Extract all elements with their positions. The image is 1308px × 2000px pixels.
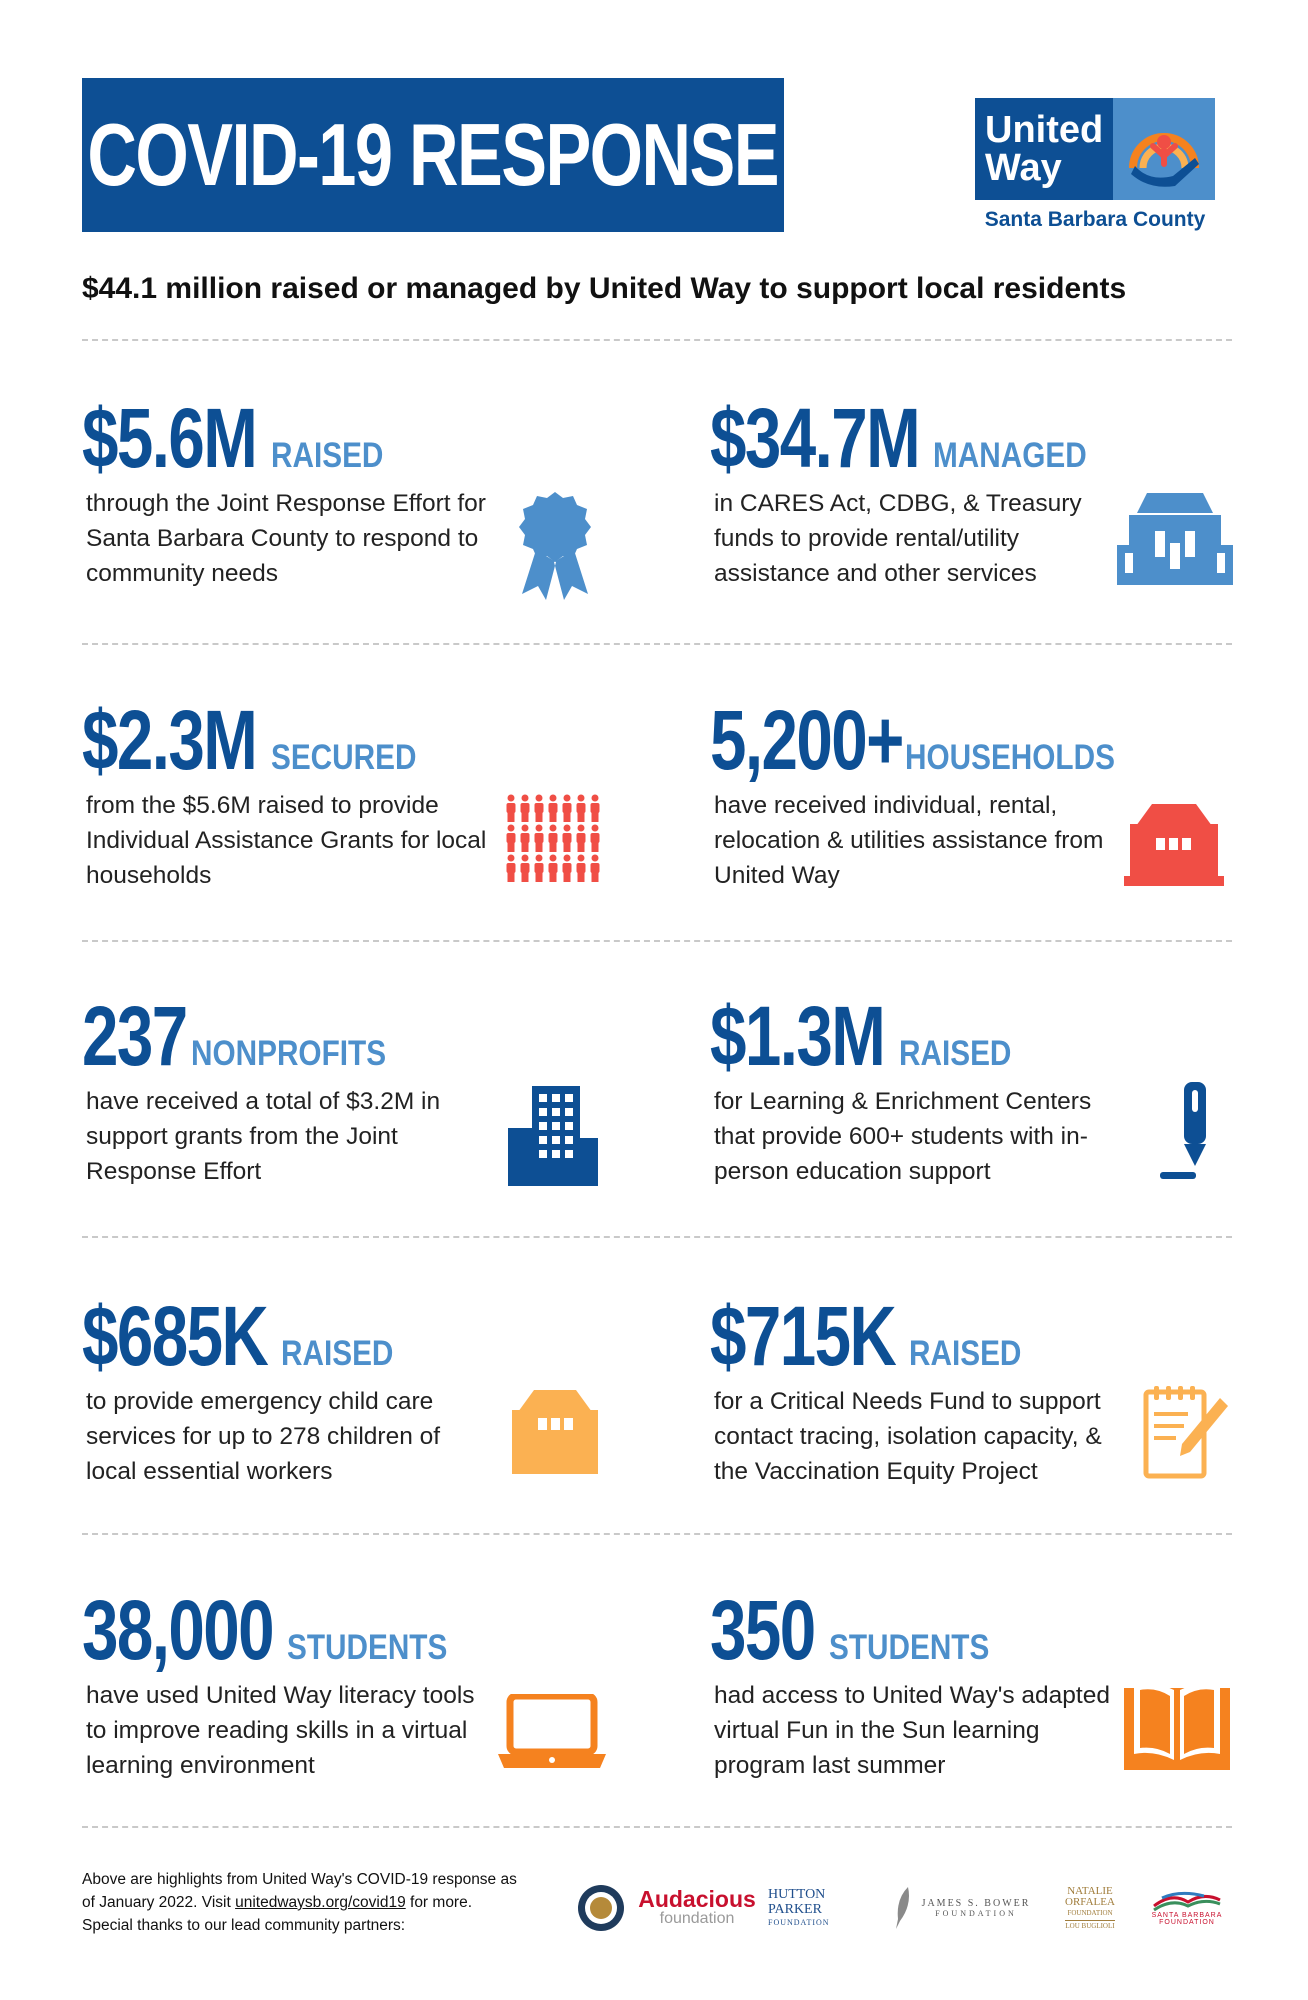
childcare-building-icon: [508, 1390, 602, 1478]
stat-description: had access to United Way's adapted virtual Fun in the Sun learning program last summer: [714, 1682, 1110, 1779]
person-figure: [521, 825, 530, 853]
bower-line2: FOUNDATION: [935, 1909, 1017, 1918]
stat-value: $1.3M: [710, 989, 885, 1083]
person-figure: [549, 825, 558, 853]
person-figure: [535, 825, 544, 853]
stat-label: HOUSEHOLDS: [905, 738, 1116, 777]
stat-description: in CARES Act, CDBG, & Treasury funds to provide rental/utility assistance and other services: [714, 490, 1082, 587]
house-icon: [1124, 804, 1224, 890]
covid19-link[interactable]: unitedwaysb.org/covid19: [235, 1894, 406, 1911]
county-seal-icon: [576, 1883, 626, 1933]
audacious-name: Audacious: [638, 1886, 756, 1912]
stat-cares-managed: [710, 390, 1270, 620]
notepad-pencil-icon: [1142, 1384, 1230, 1484]
orfalea-line4: LOU BUGLIOLI: [1065, 1921, 1115, 1930]
person-figure: [507, 855, 516, 883]
hutton-parker-foundation-logo[interactable]: [768, 1880, 858, 1936]
person-figure: [591, 795, 600, 823]
stat-value: $2.3M: [82, 693, 257, 787]
sbf-line2: FOUNDATION: [1159, 1919, 1215, 1926]
stat-child-care: [82, 1288, 642, 1518]
stat-description: have used United Way literacy tools to improve reading skills in a virtual learning environment: [86, 1682, 475, 1779]
person-figure: [577, 855, 586, 883]
orfalea-foundation-logo[interactable]: [1050, 1880, 1130, 1936]
divider: [82, 339, 1232, 341]
stat-individual-grants: [82, 692, 642, 922]
logo-line1: United: [985, 109, 1104, 151]
united-way-logo[interactable]: [975, 98, 1215, 238]
sbf-waves-icon: [1152, 1890, 1222, 1912]
footer-text: [82, 1868, 582, 1937]
pen-icon: [1158, 1082, 1218, 1186]
person-figure: [577, 795, 586, 823]
helping-hand-icon: [1113, 98, 1215, 200]
person-figure: [549, 795, 558, 823]
stat-label: SECURED: [270, 738, 417, 777]
stat-fun-in-the-sun: [710, 1582, 1270, 1812]
audacious-foundation: foundation: [659, 1910, 735, 1927]
stat-label: MANAGED: [933, 436, 1088, 475]
stat-description: for a Critical Needs Fund to support contact tracing, isolation capacity, & the Vaccination Equity Project: [714, 1388, 1102, 1485]
person-figure: [507, 825, 516, 853]
santa-barbara-foundation-logo[interactable]: [1146, 1880, 1228, 1936]
divider: [82, 1826, 1232, 1828]
stat-value: $685K: [82, 1289, 268, 1383]
person-figure: [563, 795, 572, 823]
stat-label: RAISED: [270, 436, 384, 475]
logo-line2: Way: [985, 147, 1062, 189]
sbf-line1: SANTA BARBARA: [1151, 1912, 1223, 1919]
footer-line2-post: for more.: [405, 1894, 473, 1911]
person-figure: [577, 825, 586, 853]
audacious-foundation-logo[interactable]: [638, 1880, 756, 1936]
county-seal-logo[interactable]: [575, 1880, 627, 1936]
hutton-line3: FOUNDATION: [768, 1918, 830, 1927]
bower-line1: JAMES S. BOWER: [921, 1898, 1031, 1909]
hutton-line2: PARKER: [768, 1902, 822, 1917]
stat-critical-needs: [710, 1288, 1270, 1518]
stat-value: 237: [82, 989, 187, 1083]
footer-line1: Above are highlights from United Way's COVID-19 response as: [82, 1871, 517, 1888]
stat-value: 5,200+: [710, 693, 903, 787]
stat-description: have received a total of $3.2M in support grants from the Joint Response Effort: [86, 1088, 441, 1185]
stat-joint-response-raised: [82, 390, 642, 620]
person-figure: [507, 795, 516, 823]
stat-description: for Learning & Enrichment Centers that provide 600+ students with in-person education support: [714, 1088, 1092, 1185]
orfalea-line1: NATALIE: [1067, 1884, 1113, 1897]
footer-line3: Special thanks to our lead community partners:: [82, 1917, 406, 1934]
footer-line2: [82, 1891, 582, 1914]
stat-label: RAISED: [908, 1334, 1022, 1373]
orfalea-line3: FOUNDATION: [1067, 1908, 1113, 1917]
stat-label: STUDENTS: [828, 1628, 990, 1667]
award-ribbon-icon: [510, 490, 600, 604]
feather-icon: [892, 1885, 914, 1931]
stat-learning-centers: [710, 988, 1270, 1218]
stat-households: [710, 692, 1270, 922]
stat-description: have received individual, rental, relocation & utilities assistance from United Way: [714, 792, 1104, 889]
person-figure: [591, 855, 600, 883]
person-figure: [549, 855, 558, 883]
title-banner: [82, 78, 784, 232]
government-building-icon: [1115, 493, 1235, 589]
stat-value: $5.6M: [82, 391, 257, 485]
subtitle: $44.1 million raised or managed by United Way to support local residents: [82, 272, 1127, 305]
stat-value: $715K: [710, 1289, 896, 1383]
open-book-icon: [1124, 1682, 1230, 1774]
footer-line2-pre: of January 2022. Visit: [82, 1894, 236, 1911]
person-figure: [535, 795, 544, 823]
divider: [82, 940, 1232, 942]
stat-label: RAISED: [898, 1034, 1012, 1073]
logo-block: [975, 98, 1215, 200]
person-figure: [535, 855, 544, 883]
divider: [82, 643, 1232, 645]
divider: [82, 1533, 1232, 1535]
stat-value: $34.7M: [710, 391, 920, 485]
stat-label: RAISED: [280, 1334, 394, 1373]
people-group-icon: [504, 792, 604, 888]
stat-literacy-students: [82, 1582, 642, 1812]
person-figure: [521, 795, 530, 823]
laptop-icon: [498, 1694, 606, 1774]
orfalea-line2: ORFALEA: [1065, 1895, 1115, 1908]
stat-description: through the Joint Response Effort for Santa Barbara County to respond to community needs: [86, 490, 486, 587]
stat-description: to provide emergency child care services for up to 278 children of local essential workers: [86, 1388, 441, 1485]
stat-nonprofits: [82, 988, 642, 1218]
stat-label: NONPROFITS: [190, 1034, 386, 1073]
person-figure: [563, 825, 572, 853]
stat-label: STUDENTS: [286, 1628, 448, 1667]
stat-value: 350: [710, 1583, 815, 1677]
page-title: COVID-19 RESPONSE: [87, 105, 779, 204]
person-figure: [563, 855, 572, 883]
office-building-icon: [506, 1086, 600, 1190]
hutton-line1: HUTTON: [768, 1887, 826, 1902]
person-figure: [521, 855, 530, 883]
logo-wordmark: [985, 111, 1111, 187]
logo-subtitle: Santa Barbara County: [984, 208, 1206, 231]
james-bower-foundation-logo[interactable]: [886, 1880, 1036, 1936]
stat-value: 38,000: [82, 1583, 274, 1677]
stat-description: from the $5.6M raised to provide Individual Assistance Grants for local households: [86, 792, 487, 889]
person-figure: [591, 825, 600, 853]
bower-text: [922, 1898, 1031, 1918]
divider: [82, 1236, 1232, 1238]
